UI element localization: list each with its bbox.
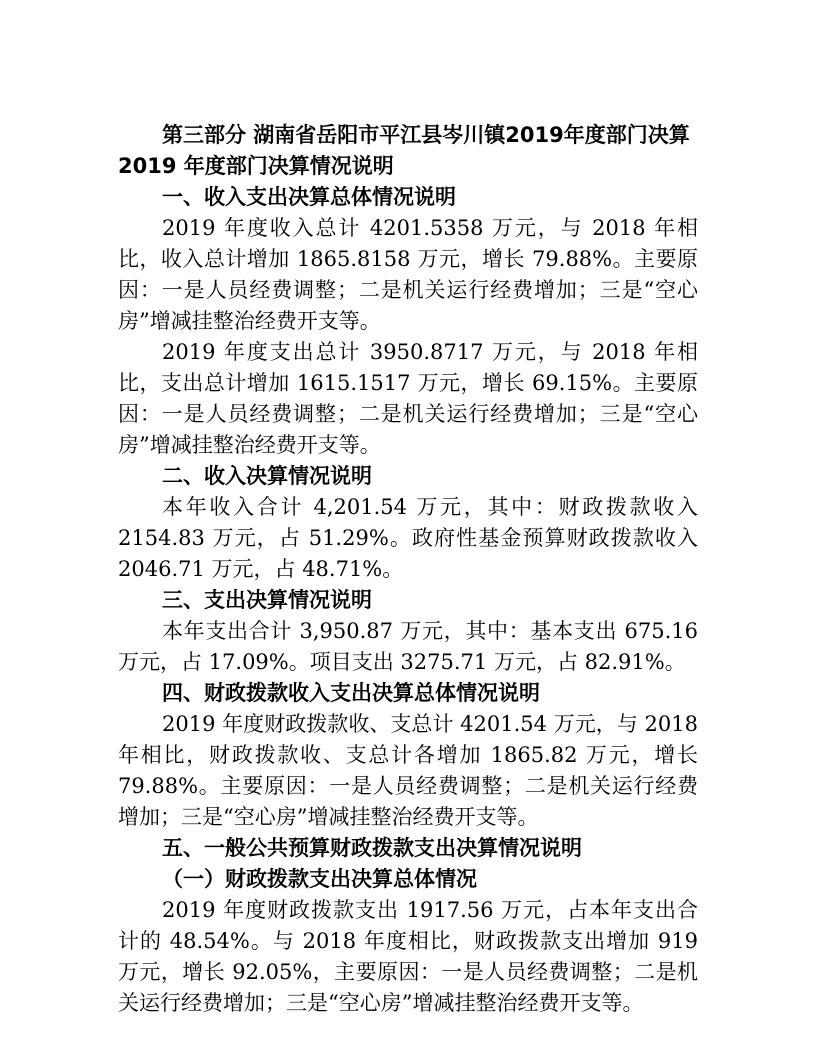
section-1-paragraph-2: 2019 年度支出总计 3950.8717 万元，与 2018 年相比，支出总计增加 1615.1517 万元，增长 69.15%。主要原因：一是人员经费调整；二是机关运行经费增加；三是“空心房”增减挂整治经费开支等。 [118, 340, 698, 457]
section-4-paragraph-1: 2019 年度财政拨款收、支总计 4201.54 万元，与 2018 年相比，财政拨款收、支总计各增加 1865.82 万元，增长 79.88%。主要原因：一是人员经费调整；二是机关运行经费增加；三是“空心房”增减挂整治经费开支等。 [118, 712, 698, 829]
section-5-1-paragraph-1: 2019 年度财政拨款支出 1917.56 万元，占本年支出合计的 48.54%。与 2018 年度相比，财政拨款支出增加 919 万元，增长 92.05%，主要原因：一是人员经费调整；二是机关运行经费增加；三是“空心房”增减挂整治经费开支等。 [118, 898, 698, 1015]
section-1-heading: 一、收入支出决算总体情况说明 [162, 185, 456, 209]
section-2-paragraph-1: 本年收入合计 4,201.54 万元，其中：财政拨款收入 2154.83 万元，占 51.29%。政府性基金预算财政拨款收入 2046.71 万元，占 48.71%。 [118, 495, 698, 581]
section-4-heading: 四、财政拨款收入支出决算总体情况说明 [162, 681, 540, 705]
section-3-paragraph-1: 本年支出合计 3,950.87 万元，其中：基本支出 675.16 万元，占 17.09%。项目支出 3275.71 万元，占 82.91%。 [118, 619, 698, 674]
section-1-paragraph-1: 2019 年度收入总计 4201.5358 万元，与 2018 年相比，收入总计增加 1865.8158 万元，增长 79.88%。主要原因：一是人员经费调整；二是机关运行经费增加；三是“空心房”增减挂整治经费开支等。 [118, 216, 698, 333]
section-3-heading: 三、支出决算情况说明 [162, 588, 372, 612]
section-5-1-heading: （一）财政拨款支出决算总体情况 [162, 867, 477, 891]
section-2-heading: 二、收入决算情况说明 [162, 464, 372, 488]
document-page [118, 120, 698, 1019]
title-line-2: 2019 年度部门决算情况说明 [118, 154, 394, 178]
document-title [118, 120, 698, 182]
title-line-1: 第三部分 湖南省岳阳市平江县岑川镇2019年度部门决算 [162, 123, 690, 147]
section-5-heading: 五、一般公共预算财政拨款支出决算情况说明 [162, 836, 582, 860]
